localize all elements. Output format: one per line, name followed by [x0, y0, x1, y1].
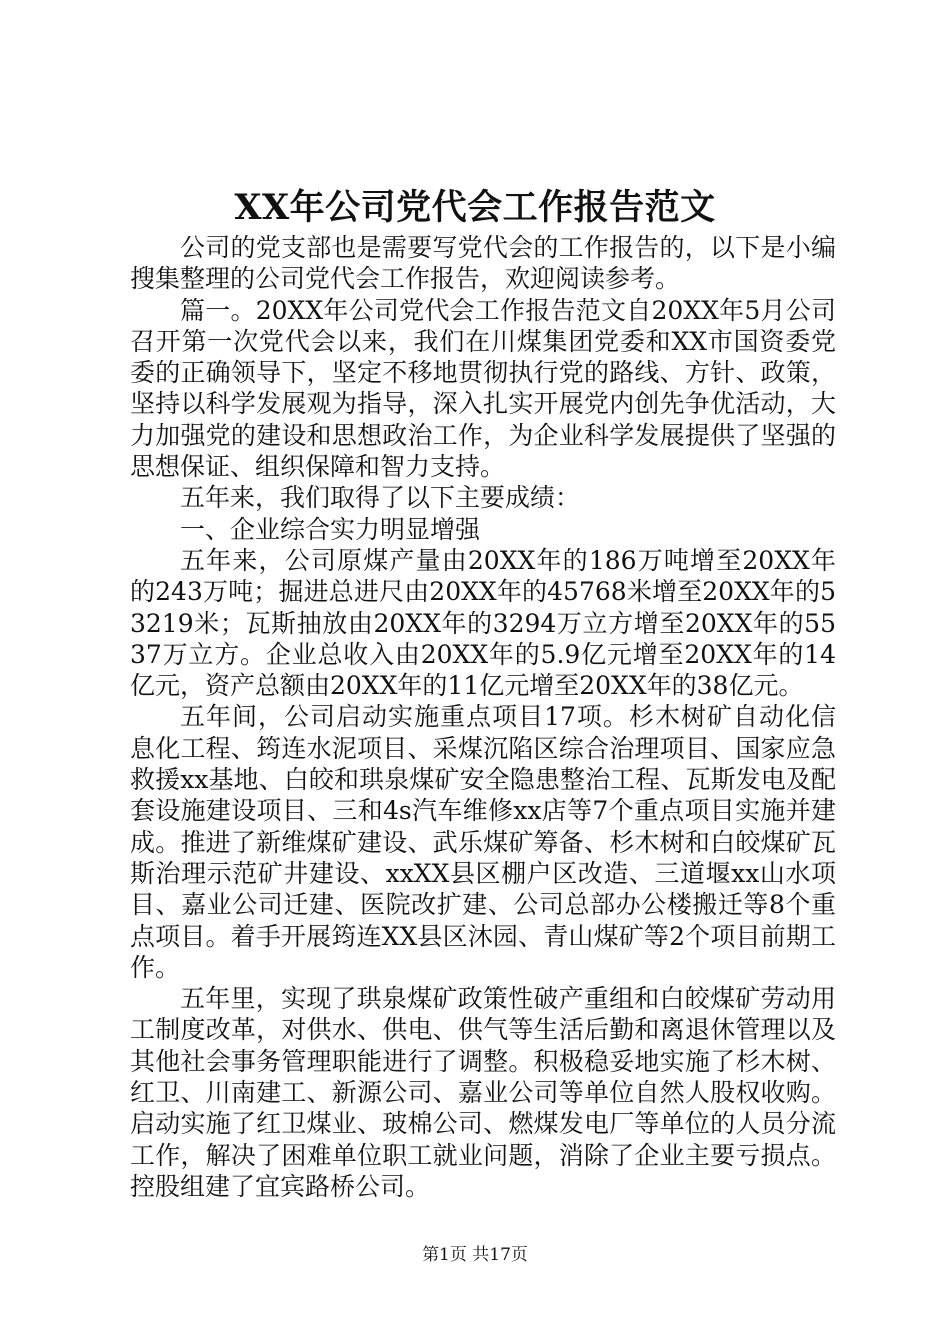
paragraph-part-one: 篇一。20XX年公司党代会工作报告范文自20XX年5月公司召开第一次党代会以来，我们在川煤集团党委和XX市国资委党委的正确领导下，坚定不移地贯彻执行党的路线、方针、政策，坚持以科学发展观为指导，深入扎实开展党内创先争优活动，大力加强党的建设和思想政治工作，为企业科学发展提供了坚强的思想保证、组织保障和智力支持。 — [130, 295, 836, 482]
document-body — [130, 232, 836, 1202]
section-heading-1: 一、企业综合实力明显增强 — [180, 514, 481, 544]
paragraph-achievements-lead: 五年来，我们取得了以下主要成绩： — [180, 483, 581, 513]
page-footer: 第1页 共17页 — [422, 1245, 528, 1265]
paragraph-reform: 五年里，实现了珙泉煤矿政策性破产重组和白皎煤矿劳动用工制度改革，对供水、供电、供气等生活后勤和离退休管理以及其他社会事务管理职能进行了调整。积极稳妥地实施了杉木树、红卫、川南建工、新源公司、嘉业公司等单位自然人股权收购。启动实施了红卫煤业、玻棉公司、燃煤发电厂等单位的人员分流工作，解决了困难单位职工就业问题，消除了企业主要亏损点。控股组建了宜宾路桥公司。 — [130, 984, 836, 1201]
paragraph-projects: 五年间，公司启动实施重点项目17项。杉木树矿自动化信息化工程、筠连水泥项目、采煤沉陷区综合治理项目、国家应急救援xx基地、白皎和珙泉煤矿安全隐患整治工程、瓦斯发电及配套设施建设项目、三和4s汽车维修xx店等7个重点项目实施并建成。推进了新维煤矿建设、武乐煤矿筹备、杉木树和白皎煤矿瓦斯治理示范矿井建设、xxXX县区棚户区改造、三道堰xx山水项目、嘉业公司迁建、医院改扩建、公司总部办公楼搬迁等8个重点项目。着手开展筠连XX县区沐园、青山煤矿等2个项目前期工作。 — [130, 702, 836, 982]
document-title: XX年公司党代会工作报告范文 — [234, 187, 716, 228]
paragraph-production: 五年来，公司原煤产量由20XX年的186万吨增至20XX年的243万吨；掘进总进尺由20XX年的45768米增至20XX年的53219米；瓦斯抽放由20XX年的3294万立方增至20XX年的5537万立方。企业总收入由20XX年的5.9亿元增至20XX年的14亿元，资产总额由20XX年的11亿元增至20XX年的38亿元。 — [130, 545, 836, 701]
paragraph-intro: 公司的党支部也是需要写党代会的工作报告的，以下是小编搜集整理的公司党代会工作报告，欢迎阅读参考。 — [130, 233, 836, 294]
